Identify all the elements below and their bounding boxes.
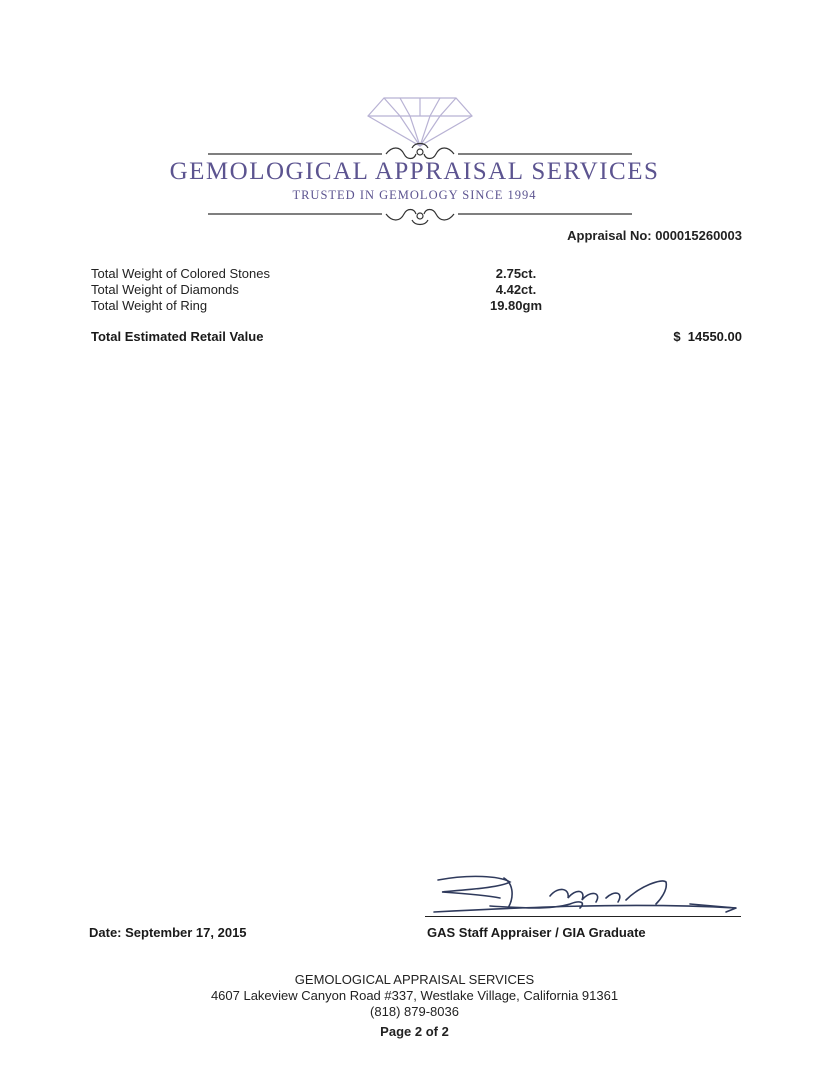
weight-value-ring: 19.80gm: [489, 298, 543, 313]
footer-phone: (818) 879-8036: [370, 1004, 459, 1019]
page-number: Page 2 of 2: [380, 1024, 449, 1039]
total-value-label: Total Estimated Retail Value: [91, 329, 264, 344]
diamond-logo-icon: [200, 86, 640, 226]
weight-label-diamonds: Total Weight of Diamonds: [91, 282, 239, 297]
footer-address: 4607 Lakeview Canyon Road #337, Westlake Village, California 91361: [210, 988, 619, 1003]
footer-company-name: GEMOLOGICAL APPRAISAL SERVICES: [294, 972, 535, 987]
company-tagline: TRUSTED IN GEMOLOGY SINCE 1994: [292, 188, 537, 202]
weight-value-colored-stones: 2.75ct.: [495, 266, 537, 281]
total-value-amount: $ 14550.00: [673, 329, 742, 344]
weight-label-colored-stones: Total Weight of Colored Stones: [91, 266, 270, 281]
company-name-heading: GEMOLOGICAL APPRAISAL SERVICES: [169, 158, 660, 185]
signature-line: [425, 916, 741, 917]
weight-value-diamonds: 4.42ct.: [495, 282, 537, 297]
appraisal-date: Date: September 17, 2015: [89, 925, 247, 940]
appraisal-number: Appraisal No: 000015260003: [567, 228, 742, 243]
appraiser-title: GAS Staff Appraiser / GIA Graduate: [427, 925, 646, 940]
weight-label-ring: Total Weight of Ring: [91, 298, 208, 313]
